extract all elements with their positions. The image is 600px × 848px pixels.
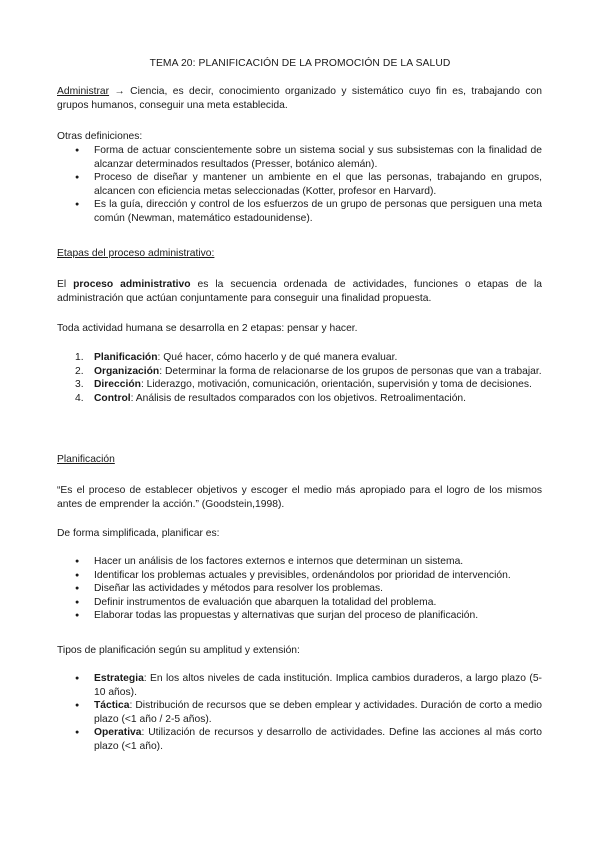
- planificar-intro: De forma simplificada, planificar es:: [57, 528, 220, 539]
- list-item: ● Diseñar las actividades y métodos para resolver los problemas.: [57, 582, 542, 596]
- etapa-text: : Determinar la forma de relacionarse de los grupos de personas que van a trabajar.: [159, 365, 542, 377]
- intro-paragraph: [57, 85, 542, 112]
- tipo-text: : Distribución de recursos que se deben emplear y actividades. Duración de corto a medio plazo (<1 año / 2-5 años).: [94, 700, 542, 725]
- tipo-text: : Utilización de recursos y desarrollo de actividades. Define las acciones al más corto plazo (<1 año).: [94, 727, 542, 752]
- etapa-label: Planificación: [94, 352, 158, 363]
- planificacion-quote: [57, 484, 542, 511]
- etapa-label: Dirección: [94, 379, 141, 391]
- tipo-text: : En los altos niveles de cada institución. Implica cambios duraderos, a largo plazo (5-10 años).: [94, 673, 542, 698]
- proceso-text-post: es la secuencia ordenada de actividades, funciones o etapas de la administración que actúan conjuntamente para conseguir una finalidad propuesta.: [57, 279, 542, 304]
- list-item: ● Identificar los problemas actuales y previsibles, ordenándolos por prioridad de intervención.: [57, 569, 542, 583]
- planificacion-heading: Planificación: [57, 454, 115, 465]
- intro-text: Ciencia, es decir, conocimiento organizado y sistemático cuyo fin es, trabajando con grupos humanos, conseguir una meta establecida.: [57, 86, 542, 111]
- etapa-label: Control: [94, 392, 131, 404]
- list-item: ● Forma de actuar conscientemente sobre un sistema social y sus subsistemas con la finalidad de alcanzar determinados resultados (Presser, botánico alemán).: [57, 144, 542, 171]
- etapa-text: : Qué hacer, cómo hacerlo y de qué manera evaluar.: [157, 352, 398, 363]
- etapa-number: 1.: [75, 352, 84, 363]
- etapa-text: : Análisis de resultados comparados con los objetivos. Retroalimentación.: [130, 392, 467, 404]
- list-item: ● Hacer un análisis de los factores externos e internos que determinan un sistema.: [57, 555, 542, 569]
- etapa-label: Organización: [94, 365, 160, 377]
- quote-text: “Es el proceso de establecer objetivos y escoger el medio más apropiado para el logro de los mismos antes de emprender la acción.” (Goodstein,1998).: [57, 485, 542, 510]
- tipo-label: Estrategia: [94, 673, 144, 684]
- otras-definiciones-heading: Otras definiciones:: [57, 131, 143, 142]
- etapas-list: [57, 351, 542, 405]
- etapas-intro: Toda actividad humana se desarrolla en 2 etapas: pensar y hacer.: [57, 323, 358, 334]
- tipo-item: [57, 699, 542, 726]
- proceso-text-pre: El: [57, 279, 74, 290]
- etapa-number: 4.: [75, 392, 84, 404]
- tipos-list: [57, 672, 542, 754]
- proceso-paragraph: [57, 278, 542, 305]
- tipos-intro: Tipos de planificación según su amplitud y extensión:: [57, 645, 300, 656]
- tipo-item: [57, 726, 542, 753]
- etapa-item: [57, 365, 542, 379]
- etapa-text: : Liderazgo, motivación, comunicación, orientación, supervisión y toma de decisiones.: [140, 379, 532, 391]
- list-item: ● Proceso de diseñar y mantener un ambiente en el que las personas, trabajando en grupos, alcancen con eficiencia metas seleccionadas (Kotter, profesor en Harvard).: [57, 171, 542, 198]
- planificar-list: [57, 555, 542, 623]
- administrar-term: Administrar: [57, 86, 110, 97]
- etapa-number: 3.: [75, 379, 84, 391]
- tipo-label: Táctica: [94, 700, 130, 712]
- list-item: ● Definir instrumentos de evaluación que abarquen la totalidad del problema.: [57, 596, 542, 610]
- etapa-item: [57, 392, 542, 406]
- proceso-bold: proceso administrativo: [73, 279, 191, 290]
- etapas-heading: Etapas del proceso administrativo:: [57, 248, 215, 259]
- list-item: ● Es la guía, dirección y control de los esfuerzos de un grupo de personas que persiguen una meta común (Newman, matemático estadounidense).: [57, 198, 542, 225]
- etapa-number: 2.: [75, 365, 84, 377]
- list-item: ● Elaborar todas las propuestas y alternativas que surjan del proceso de planificación.: [57, 609, 542, 623]
- etapa-item: [57, 351, 542, 365]
- planificacion-heading-wrap: [57, 453, 542, 467]
- etapa-item: [57, 378, 542, 392]
- page-title: TEMA 20: PLANIFICACIÓN DE LA PROMOCIÓN DE LA SALUD: [149, 58, 451, 69]
- tipo-label: Operativa: [94, 727, 142, 739]
- arrow-icon: →: [109, 86, 131, 97]
- tipo-item: [57, 672, 542, 699]
- otras-definiciones-list: [57, 144, 542, 226]
